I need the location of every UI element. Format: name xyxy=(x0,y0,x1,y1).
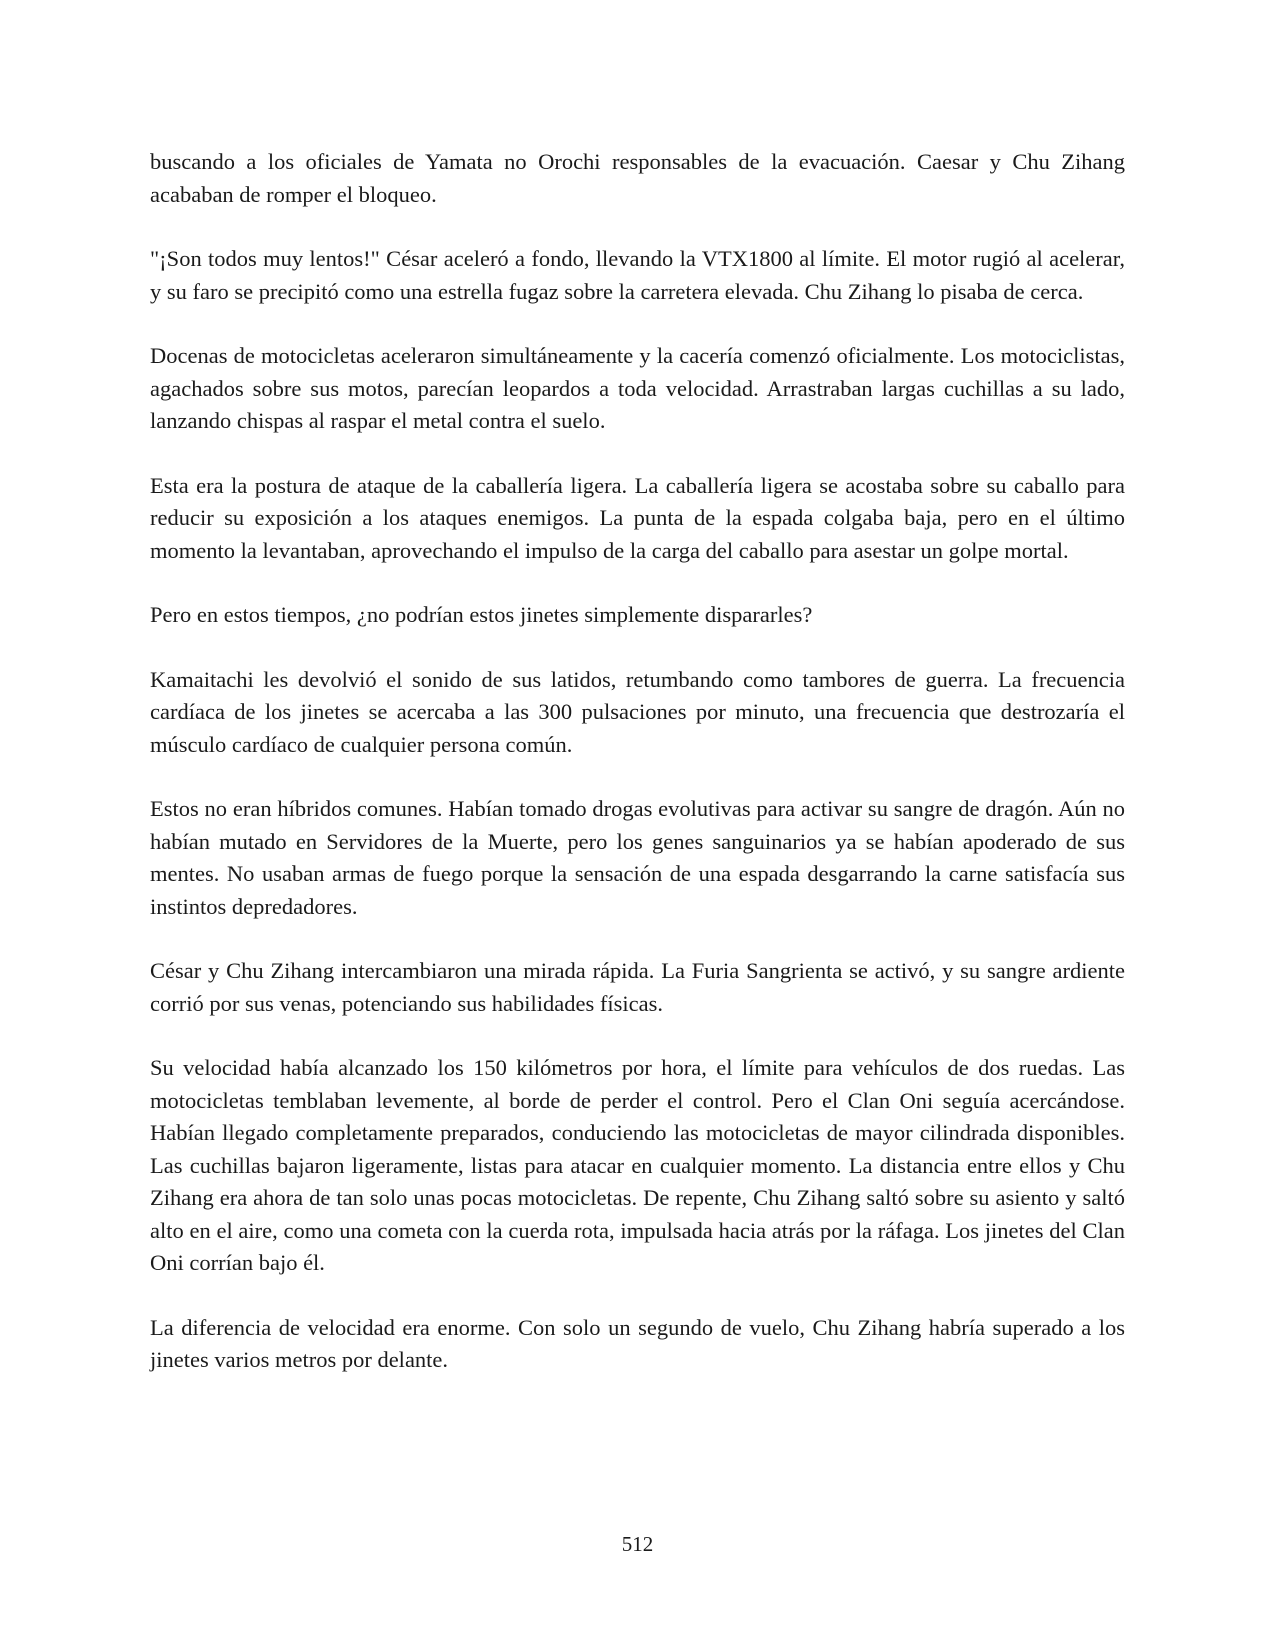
page-number: 512 xyxy=(621,1532,654,1556)
paragraph: La diferencia de velocidad era enorme. Con solo un segundo de vuelo, Chu Zihang habría superado a los jinetes varios metros por delante. xyxy=(150,1314,1125,1372)
paragraph: Su velocidad había alcanzado los 150 kilómetros por hora, el límite para vehículos de dos ruedas. Las motocicletas temblaban levemente, al borde de perder el control. Pero el Clan Oni seguía acercándose. Habían llegado completamente preparados, conduciendo las motocicletas de mayor cilindrada disponibles. Las cuchillas bajaron ligeramente, listas para atacar en cualquier momento. La distancia entre ellos y Chu Zihang era ahora de tan solo unas pocas motocicletas. De repente, Chu Zihang saltó sobre su asiento y saltó alto en el aire, como una cometa con la cuerda rota, impulsada hacia atrás por la ráfaga. Los jinetes del Clan Oni corrían bajo él. xyxy=(150,1055,1125,1275)
paragraph: Kamaitachi les devolvió el sonido de sus latidos, retumbando como tambores de guerra. La frecuencia cardíaca de los jinetes se acercaba a las 300 pulsaciones por minuto, una frecuencia que destrozaría el músculo cardíaco de cualquier persona común. xyxy=(150,666,1125,757)
paragraph: César y Chu Zihang intercambiaron una mirada rápida. La Furia Sangrienta se activó, y su sangre ardiente corrió por sus venas, potenciando sus habilidades físicas. xyxy=(150,958,1125,1016)
paragraph: Pero en estos tiempos, ¿no podrían estos jinetes simplemente dispararles? xyxy=(150,602,813,627)
paragraph: Docenas de motocicletas aceleraron simultáneamente y la cacería comenzó oficialmente. Los motociclistas, agachados sobre sus motos, parecían leopardos a toda velocidad. Arrastraban largas cuchillas a su lado, lanzando chispas al raspar el metal contra el suelo. xyxy=(150,343,1125,433)
paragraph: "¡Son todos muy lentos!" César aceleró a fondo, llevando la VTX1800 al límite. El motor rugió al acelerar, y su faro se precipitó como una estrella fugaz sobre la carretera elevada. Chu Zihang lo pisaba de cerca. xyxy=(150,246,1125,304)
paragraph: Estos no eran híbridos comunes. Habían tomado drogas evolutivas para activar su sangre de dragón. Aún no habían mutado en Servidores de la Muerte, pero los genes sanguinarios ya se habían apoderado de sus mentes. No usaban armas de fuego porque la sensación de una espada desgarrando la carne satisfacía sus instintos depredadores. xyxy=(150,796,1125,919)
paragraph: buscando a los oficiales de Yamata no Orochi responsables de la evacuación. Caesar y Chu Zihang acababan de romper el bloqueo. xyxy=(150,149,1125,207)
paragraph: Esta era la postura de ataque de la caballería ligera. La caballería ligera se acostaba sobre su caballo para reducir su exposición a los ataques enemigos. La punta de la espada colgaba baja, pero en el último momento la levantaban, aprovechando el impulso de la carga del caballo para asestar un golpe mortal. xyxy=(150,472,1125,563)
body-text xyxy=(150,146,1125,1409)
